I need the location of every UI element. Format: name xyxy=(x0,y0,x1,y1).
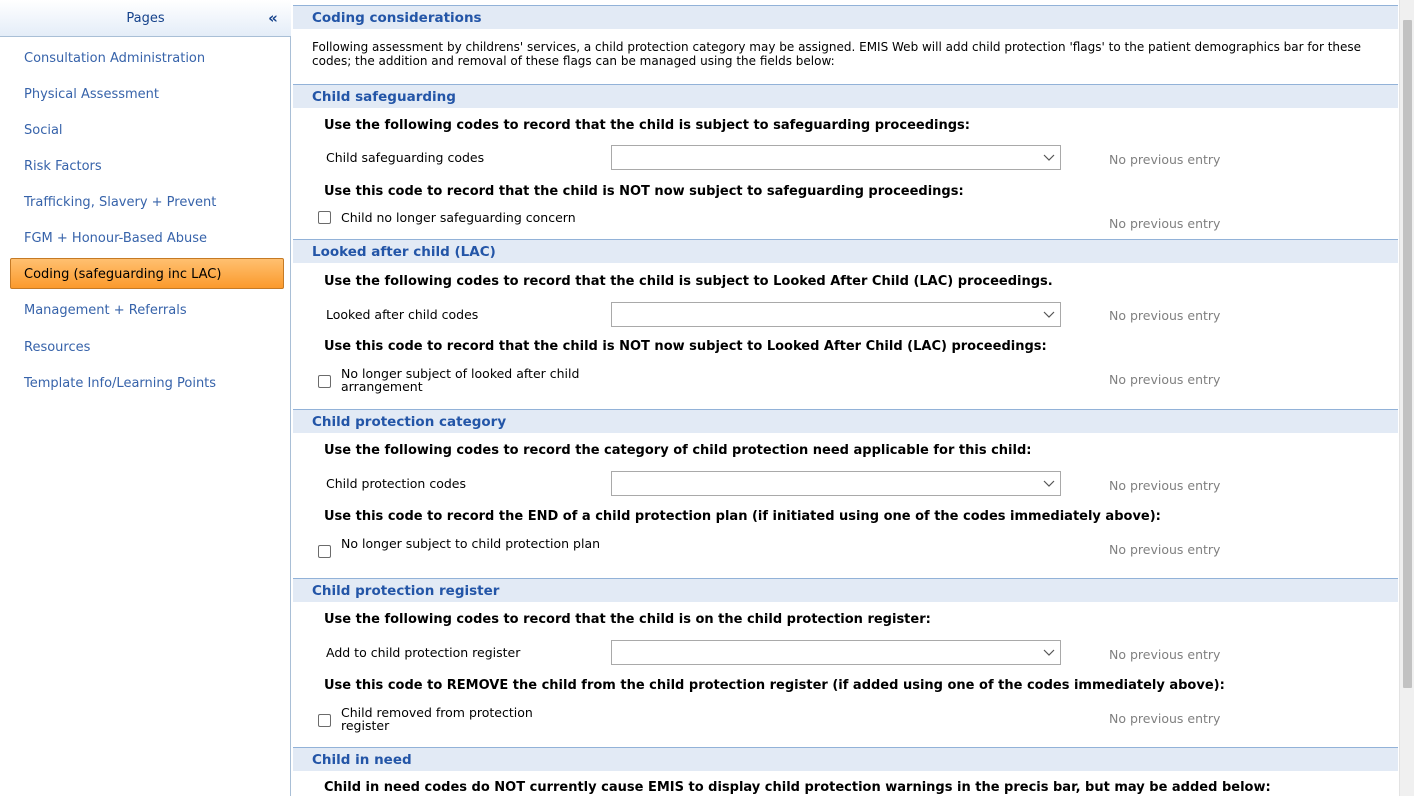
cp-register-add-instruction: Use the following codes to record that the child is on the child protection register: xyxy=(324,612,931,627)
safeguarding-codes-previous: No previous entry xyxy=(1109,152,1221,167)
child-in-need-instruction: Child in need codes do NOT currently cause EMIS to display child protection warnings in the precis bar, but may be added below: xyxy=(324,780,1271,795)
scrollbar-thumb[interactable] xyxy=(1403,20,1412,688)
collapse-sidebar-icon[interactable]: « xyxy=(268,9,278,27)
section-header-child-protection-register: Child protection register xyxy=(293,578,1398,602)
nav-item-management-referrals[interactable]: Management + Referrals xyxy=(24,303,187,318)
no-longer-cp-plan-previous: No previous entry xyxy=(1109,542,1221,557)
nav-item-social[interactable]: Social xyxy=(24,123,63,138)
safeguarding-add-instruction: Use the following codes to record that the child is subject to safeguarding proceedings: xyxy=(324,118,970,133)
nav-item-risk-factors[interactable]: Risk Factors xyxy=(24,159,102,174)
lac-codes-label: Looked after child codes xyxy=(326,307,479,322)
no-longer-safeguarding-checkbox[interactable] xyxy=(318,211,331,224)
no-longer-lac-previous: No previous entry xyxy=(1109,372,1221,387)
add-to-register-previous: No previous entry xyxy=(1109,647,1221,662)
vertical-scrollbar[interactable] xyxy=(1399,0,1414,796)
cp-category-remove-instruction: Use this code to record the END of a child protection plan (if initiated using one of the codes immediately above): xyxy=(324,509,1161,524)
add-to-register-dropdown[interactable] xyxy=(611,640,1061,665)
nav-item-coding-safeguarding[interactable]: Coding (safeguarding inc LAC) xyxy=(10,258,284,289)
no-longer-safeguarding-previous: No previous entry xyxy=(1109,216,1221,231)
safeguarding-remove-instruction: Use this code to record that the child is NOT now subject to safeguarding proceedings: xyxy=(324,184,964,199)
removed-from-register-label: Child removed from protection register xyxy=(341,705,533,733)
nav-item-resources[interactable]: Resources xyxy=(24,340,91,355)
lac-codes-previous: No previous entry xyxy=(1109,308,1221,323)
lac-codes-dropdown[interactable] xyxy=(611,302,1061,327)
nav-item-consultation-administration[interactable]: Consultation Administration xyxy=(24,51,206,66)
cp-codes-previous: No previous entry xyxy=(1109,478,1221,493)
no-longer-lac-label: No longer subject of looked after child arrangement xyxy=(341,366,580,394)
cp-register-remove-instruction: Use this code to REMOVE the child from the child protection register (if added using one of the codes immediately above): xyxy=(324,678,1225,693)
chevron-down-icon xyxy=(1043,644,1055,660)
chevron-down-icon xyxy=(1043,149,1055,165)
removed-from-register-checkbox[interactable] xyxy=(318,714,331,727)
coding-considerations-text: Following assessment by childrens' services, a child protection category may be assigned. EMIS Web will add child protection 'flags' to the patient demographics bar for these codes; the addition and removal of these flags can be managed using the fields below: xyxy=(312,40,1362,68)
cp-codes-label: Child protection codes xyxy=(326,476,466,491)
cp-category-add-instruction: Use the following codes to record the category of child protection need applicable for this child: xyxy=(324,443,1032,458)
removed-from-register-previous: No previous entry xyxy=(1109,711,1221,726)
template-content xyxy=(293,0,1398,796)
no-longer-safeguarding-label: Child no longer safeguarding concern xyxy=(341,210,576,225)
chevron-down-icon xyxy=(1043,475,1055,491)
pages-sidebar xyxy=(0,0,291,796)
section-header-coding-considerations: Coding considerations xyxy=(293,5,1398,29)
lac-remove-instruction: Use this code to record that the child is NOT now subject to Looked After Child (LAC) proceedings: xyxy=(324,339,1047,354)
cp-codes-dropdown[interactable] xyxy=(611,471,1061,496)
lac-add-instruction: Use the following codes to record that the child is subject to Looked After Child (LAC) proceedings. xyxy=(324,274,1053,289)
nav-item-physical-assessment[interactable]: Physical Assessment xyxy=(24,87,159,102)
nav-item-fgm-honour-based-abuse[interactable]: FGM + Honour-Based Abuse xyxy=(24,231,208,246)
section-header-looked-after-child: Looked after child (LAC) xyxy=(293,239,1398,263)
section-header-child-safeguarding: Child safeguarding xyxy=(293,84,1398,108)
safeguarding-codes-label: Child safeguarding codes xyxy=(326,150,485,165)
no-longer-cp-plan-checkbox[interactable] xyxy=(318,545,331,558)
section-header-child-in-need: Child in need xyxy=(293,747,1398,771)
no-longer-lac-checkbox[interactable] xyxy=(318,375,331,388)
no-longer-cp-plan-label: No longer subject to child protection plan xyxy=(341,536,601,551)
sidebar-title: Pages xyxy=(126,11,165,26)
add-to-register-label: Add to child protection register xyxy=(326,645,521,660)
sidebar-header xyxy=(0,0,291,37)
chevron-down-icon xyxy=(1043,306,1055,322)
nav-item-trafficking-slavery-prevent[interactable]: Trafficking, Slavery + Prevent xyxy=(24,195,217,210)
nav-item-template-info[interactable]: Template Info/Learning Points xyxy=(24,376,217,391)
safeguarding-codes-dropdown[interactable] xyxy=(611,145,1061,170)
section-header-child-protection-category: Child protection category xyxy=(293,409,1398,433)
